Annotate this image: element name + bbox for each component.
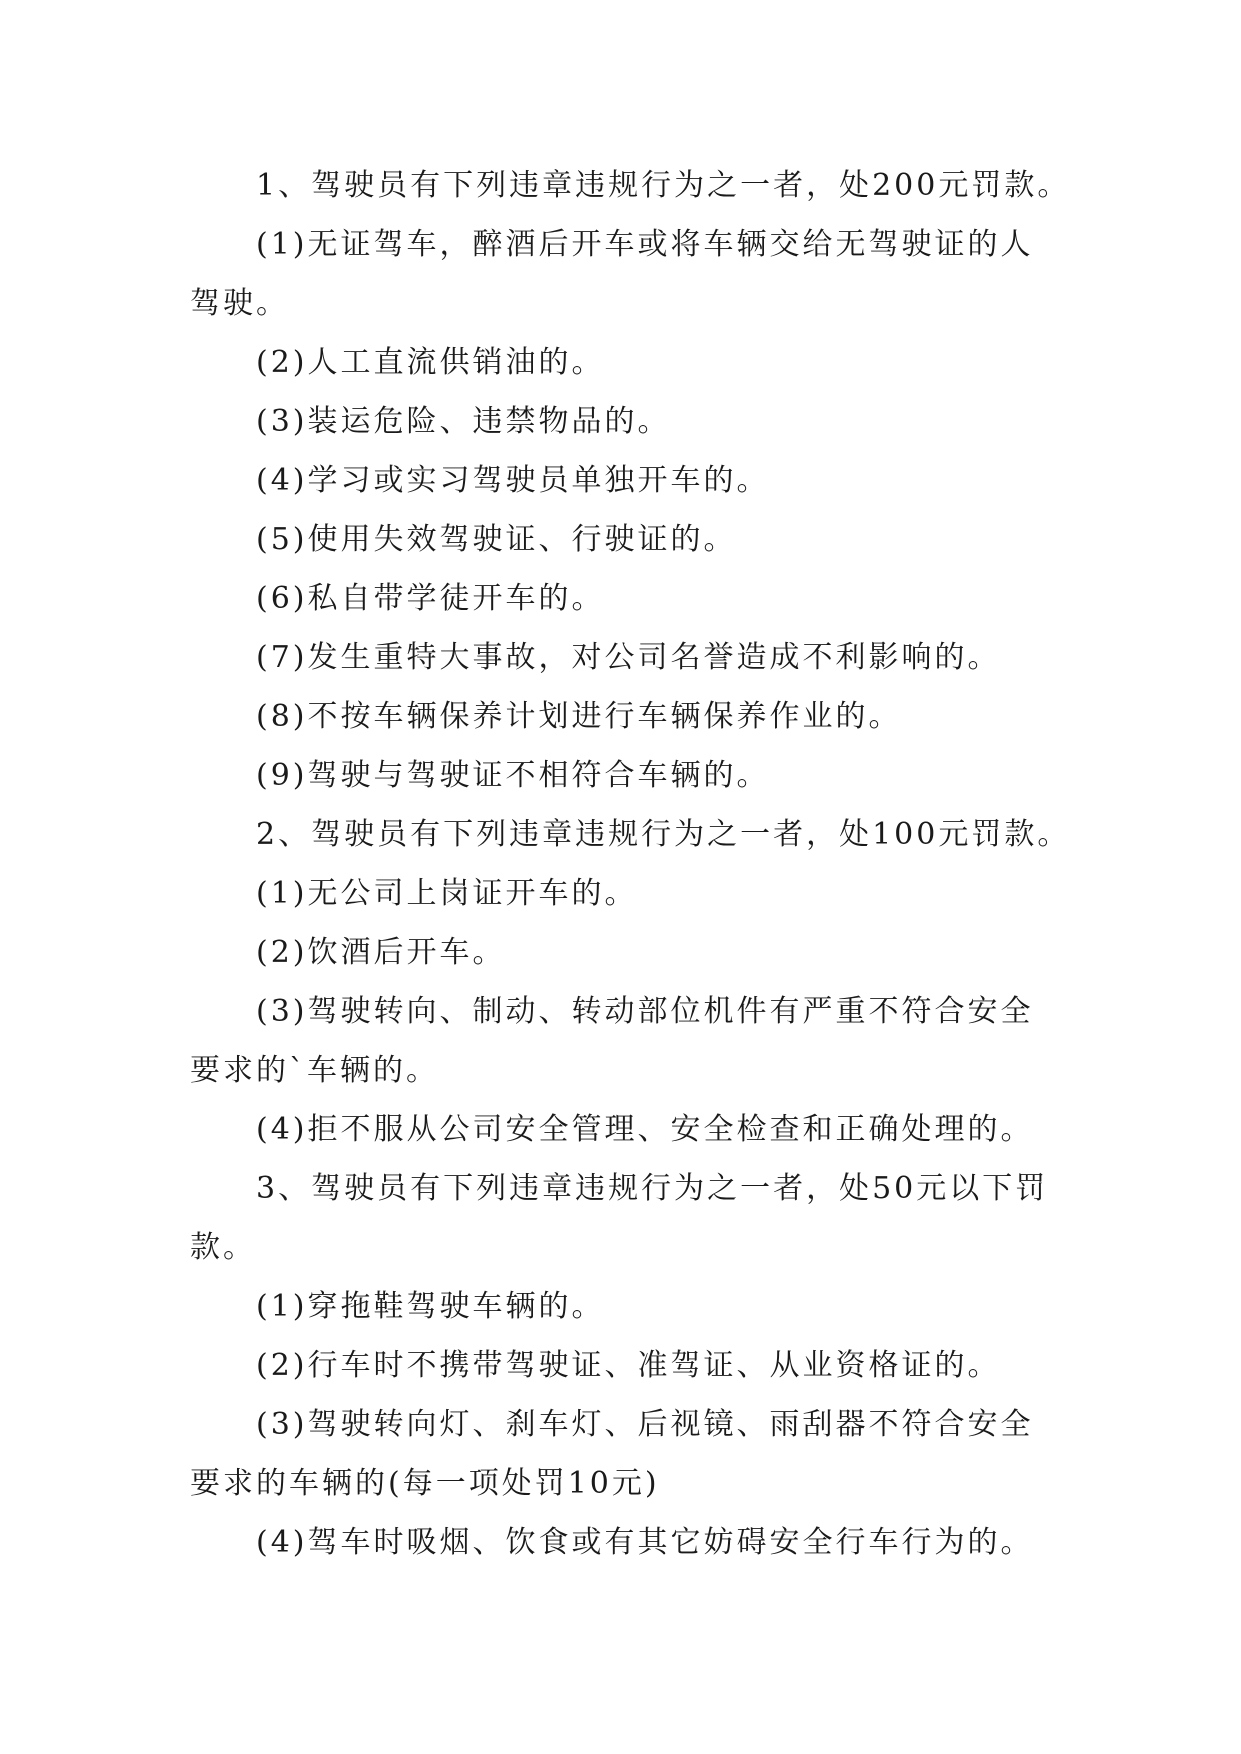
rule-1-item-1: (1)无证驾车，醉酒后开车或将车辆交给无驾驶证的人 <box>256 227 1034 262</box>
rule-3-heading-cont: 款。 <box>190 1230 256 1265</box>
rule-2-heading: 2、驾驶员有下列违章违规行为之一者，处100元罚款。 <box>256 817 1071 852</box>
rule-1-item-7: (7)发生重特大事故，对公司名誉造成不利影响的。 <box>256 640 1001 675</box>
rule-2-item-1: (1)无公司上岗证开车的。 <box>256 876 638 911</box>
rule-2-item-3-cont: 要求的`车辆的。 <box>190 1053 439 1088</box>
rule-1-item-1-cont: 驾驶。 <box>190 286 289 321</box>
rule-1-item-8: (8)不按车辆保养计划进行车辆保养作业的。 <box>256 699 902 734</box>
rule-3-item-3: (3)驾驶转向灯、刹车灯、后视镜、雨刮器不符合安全 <box>256 1407 1034 1442</box>
rule-3-item-1: (1)穿拖鞋驾驶车辆的。 <box>256 1289 605 1324</box>
rule-3-item-3-cont: 要求的车辆的(每一项处罚10元) <box>190 1466 660 1501</box>
rule-1-item-3: (3)装运危险、违禁物品的。 <box>256 404 671 439</box>
rule-2-item-3: (3)驾驶转向、制动、转动部位机件有严重不符合安全 <box>256 994 1034 1029</box>
rule-1-item-2: (2)人工直流供销油的。 <box>256 345 605 380</box>
rule-1-item-9: (9)驾驶与驾驶证不相符合车辆的。 <box>256 758 770 793</box>
rule-2-item-2: (2)饮酒后开车。 <box>256 935 506 970</box>
rule-3-item-2: (2)行车时不携带驾驶证、准驾证、从业资格证的。 <box>256 1348 1001 1383</box>
rule-3-item-4: (4)驾车时吸烟、饮食或有其它妨碍安全行车行为的。 <box>256 1525 1034 1560</box>
rule-1-item-6: (6)私自带学徒开车的。 <box>256 581 605 616</box>
rule-1-item-4: (4)学习或实习驾驶员单独开车的。 <box>256 463 770 498</box>
rule-2-item-4: (4)拒不服从公司安全管理、安全检查和正确处理的。 <box>256 1112 1034 1147</box>
rule-3-heading: 3、驾驶员有下列违章违规行为之一者，处50元以下罚 <box>256 1171 1049 1206</box>
rule-1-heading: 1、驾驶员有下列违章违规行为之一者，处200元罚款。 <box>256 168 1071 203</box>
rule-1-item-5: (5)使用失效驾驶证、行驶证的。 <box>256 522 737 557</box>
